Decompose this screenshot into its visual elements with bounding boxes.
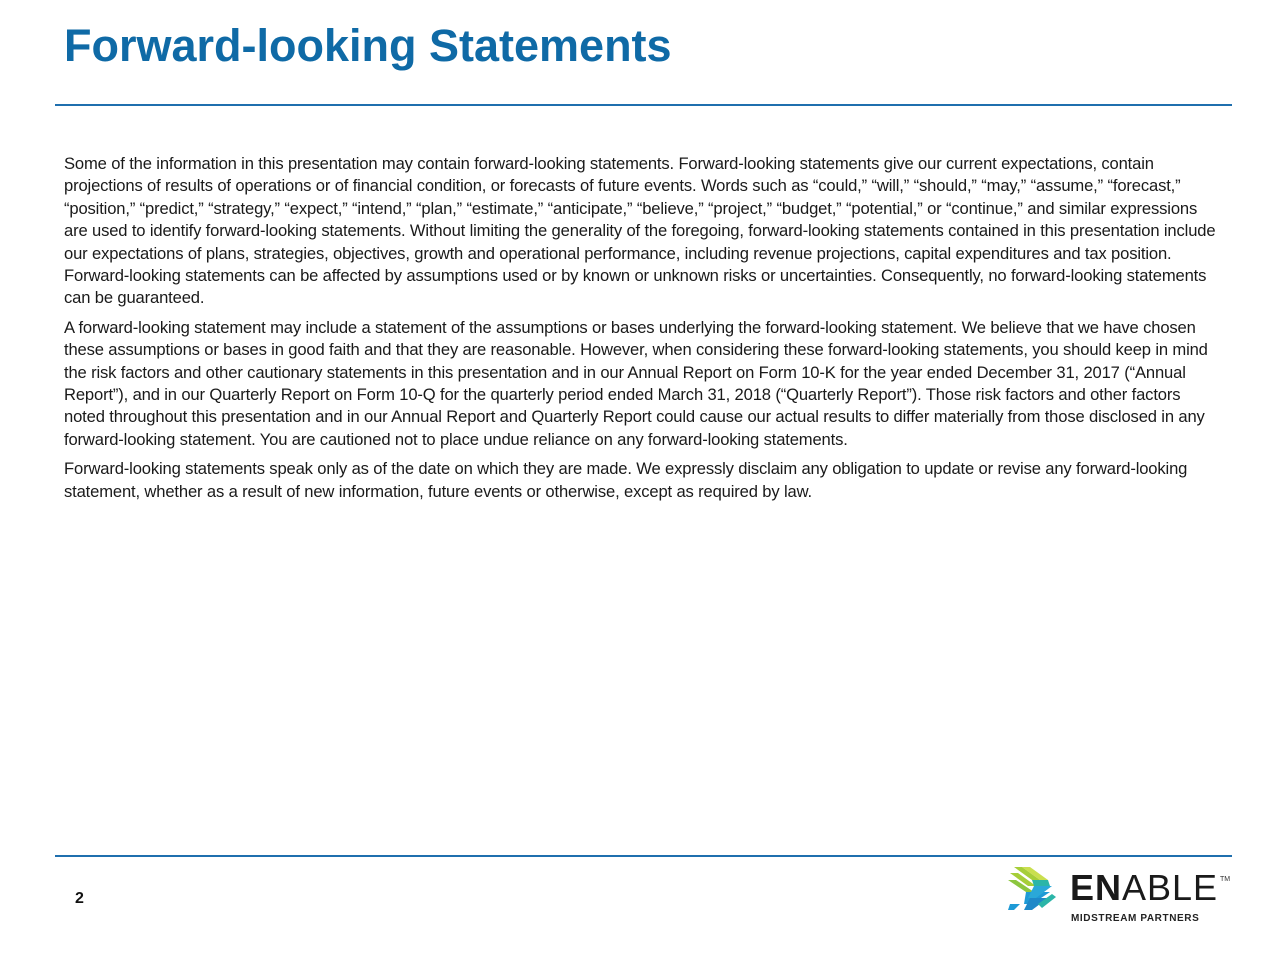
paragraph-forward-looking-intro: Some of the information in this presentation may contain forward-looking statements. Forward-looking statements give our current expectations, contain projections of results of operations or of financial condition, or forecasts of future events. Words such as “could,” “will,” “should,” “may,” “assume,” “forecast,” “position,” “predict,” “strategy,” “expect,” “intend,” “plan,” “estimate,” “anticipate,” “believe,” “project,” “budget,” “potential,” or “continue,” and similar expressions are used to identify forward-looking statements. Without limiting the generality of the foregoing, forward-looking statements contained in this presentation include our expectations of plans, strategies, objectives, growth and operational performance, including revenue projections, capital expenditures and tax position. Forward-looking statements can be affected by assumptions used or by known or unknown risks or uncertainties. Consequently, no forward-looking statements can be guaranteed. bbox=[64, 154, 1216, 308]
enable-chevron-stripes-icon bbox=[1008, 864, 1064, 918]
paragraph-no-obligation-to-update: Forward-looking statements speak only as of the date on which they are made. We expressly disclaim any obligation to update or revise any forward-looking statement, whether as a result of new information, future events or otherwise, except as required by law. bbox=[64, 459, 1188, 501]
trademark-symbol: TM bbox=[1220, 876, 1231, 883]
logo-subtitle: MIDSTREAM PARTNERS bbox=[1071, 913, 1200, 924]
page-number: 2 bbox=[75, 890, 84, 907]
logo-wordmark bbox=[1070, 867, 1219, 908]
logo-wordmark-bold: EN bbox=[1070, 867, 1123, 908]
title-divider bbox=[55, 104, 1232, 106]
disclaimer-body bbox=[64, 153, 1224, 510]
logo-wordmark-light: ABLE bbox=[1122, 867, 1219, 908]
enable-midstream-logo bbox=[1008, 862, 1238, 932]
paragraph-assumptions-and-risks: A forward-looking statement may include a statement of the assumptions or bases underlying the forward-looking statement. We believe that we have chosen these assumptions or bases in good faith and that they are reasonable. However, when considering these forward-looking statements, you should keep in mind the risk factors and other cautionary statements in this presentation and in our Annual Report on Form 10-K for the year ended December 31, 2017 (“Annual Report”), and in our Quarterly Report on Form 10-Q for the quarterly period ended March 31, 2018 (“Quarterly Report”). Those risk factors and other factors noted throughout this presentation and in our Annual Report and Quarterly Report could cause our actual results to differ materially from those disclosed in any forward-looking statement. You are cautioned not to place undue reliance on any forward-looking statements. bbox=[64, 317, 1208, 449]
slide-title: Forward-looking Statements bbox=[64, 20, 672, 71]
footer-divider bbox=[55, 855, 1232, 857]
